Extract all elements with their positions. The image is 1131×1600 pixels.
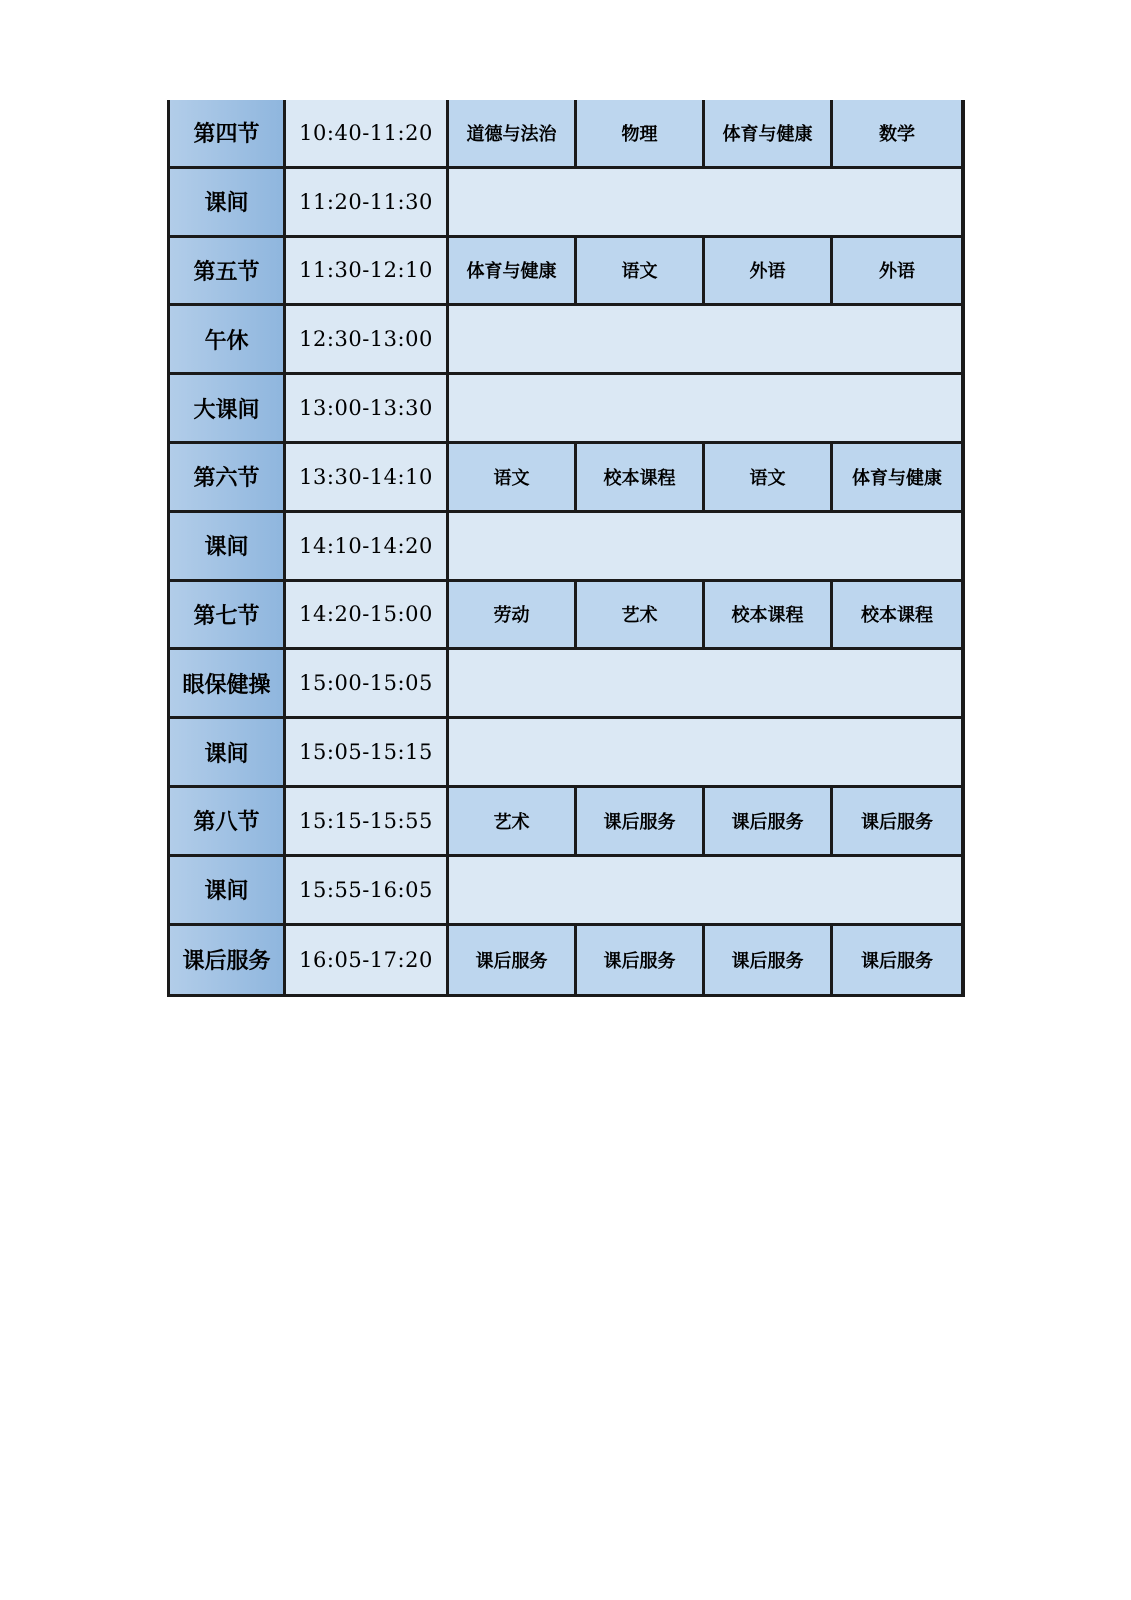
subject-cell: 课后服务 <box>705 788 833 857</box>
period-label: 大课间 <box>170 375 286 444</box>
subject-cell: 课后服务 <box>577 926 705 995</box>
subject-cell: 校本课程 <box>577 444 705 513</box>
subject-cell: 艺术 <box>577 582 705 651</box>
period-label: 第四节 <box>170 100 286 169</box>
subject-cell: 外语 <box>833 238 961 307</box>
subject-cell: 课后服务 <box>833 926 961 995</box>
subject-cell: 课后服务 <box>449 926 577 995</box>
period-label: 课间 <box>170 719 286 788</box>
period-time: 11:30-12:10 <box>286 238 449 307</box>
subject-cell: 课后服务 <box>577 788 705 857</box>
subject-cell: 体育与健康 <box>705 100 833 169</box>
subject-cell: 语文 <box>449 444 577 513</box>
subject-cell: 数学 <box>833 100 961 169</box>
break-span-cell <box>449 306 961 375</box>
period-label: 第六节 <box>170 444 286 513</box>
subject-cell: 体育与健康 <box>449 238 577 307</box>
break-span-cell <box>449 650 961 719</box>
period-time: 15:05-15:15 <box>286 719 449 788</box>
subject-cell: 校本课程 <box>705 582 833 651</box>
subject-cell: 外语 <box>705 238 833 307</box>
break-span-cell <box>449 857 961 926</box>
period-label: 课间 <box>170 169 286 238</box>
period-label: 午休 <box>170 306 286 375</box>
subject-cell: 物理 <box>577 100 705 169</box>
period-label: 课间 <box>170 513 286 582</box>
break-span-cell <box>449 719 961 788</box>
period-label: 第八节 <box>170 788 286 857</box>
period-time: 16:05-17:20 <box>286 926 449 995</box>
subject-cell: 课后服务 <box>705 926 833 995</box>
subject-cell: 道德与法治 <box>449 100 577 169</box>
subject-cell: 艺术 <box>449 788 577 857</box>
break-span-cell <box>449 375 961 444</box>
subject-cell: 体育与健康 <box>833 444 961 513</box>
subject-cell: 语文 <box>577 238 705 307</box>
period-time: 15:55-16:05 <box>286 857 449 926</box>
break-span-cell <box>449 513 961 582</box>
period-label: 眼保健操 <box>170 650 286 719</box>
period-time: 13:30-14:10 <box>286 444 449 513</box>
period-time: 11:20-11:30 <box>286 169 449 238</box>
period-label: 第七节 <box>170 582 286 651</box>
period-time: 12:30-13:00 <box>286 306 449 375</box>
period-time: 10:40-11:20 <box>286 100 449 169</box>
subject-cell: 劳动 <box>449 582 577 651</box>
period-time: 13:00-13:30 <box>286 375 449 444</box>
period-time: 15:00-15:05 <box>286 650 449 719</box>
break-span-cell <box>449 169 961 238</box>
period-label: 第五节 <box>170 238 286 307</box>
period-time: 14:10-14:20 <box>286 513 449 582</box>
period-label: 课间 <box>170 857 286 926</box>
period-time: 15:15-15:55 <box>286 788 449 857</box>
subject-cell: 校本课程 <box>833 582 961 651</box>
class-schedule-table <box>167 100 965 997</box>
subject-cell: 课后服务 <box>833 788 961 857</box>
period-time: 14:20-15:00 <box>286 582 449 651</box>
period-label: 课后服务 <box>170 926 286 995</box>
subject-cell: 语文 <box>705 444 833 513</box>
